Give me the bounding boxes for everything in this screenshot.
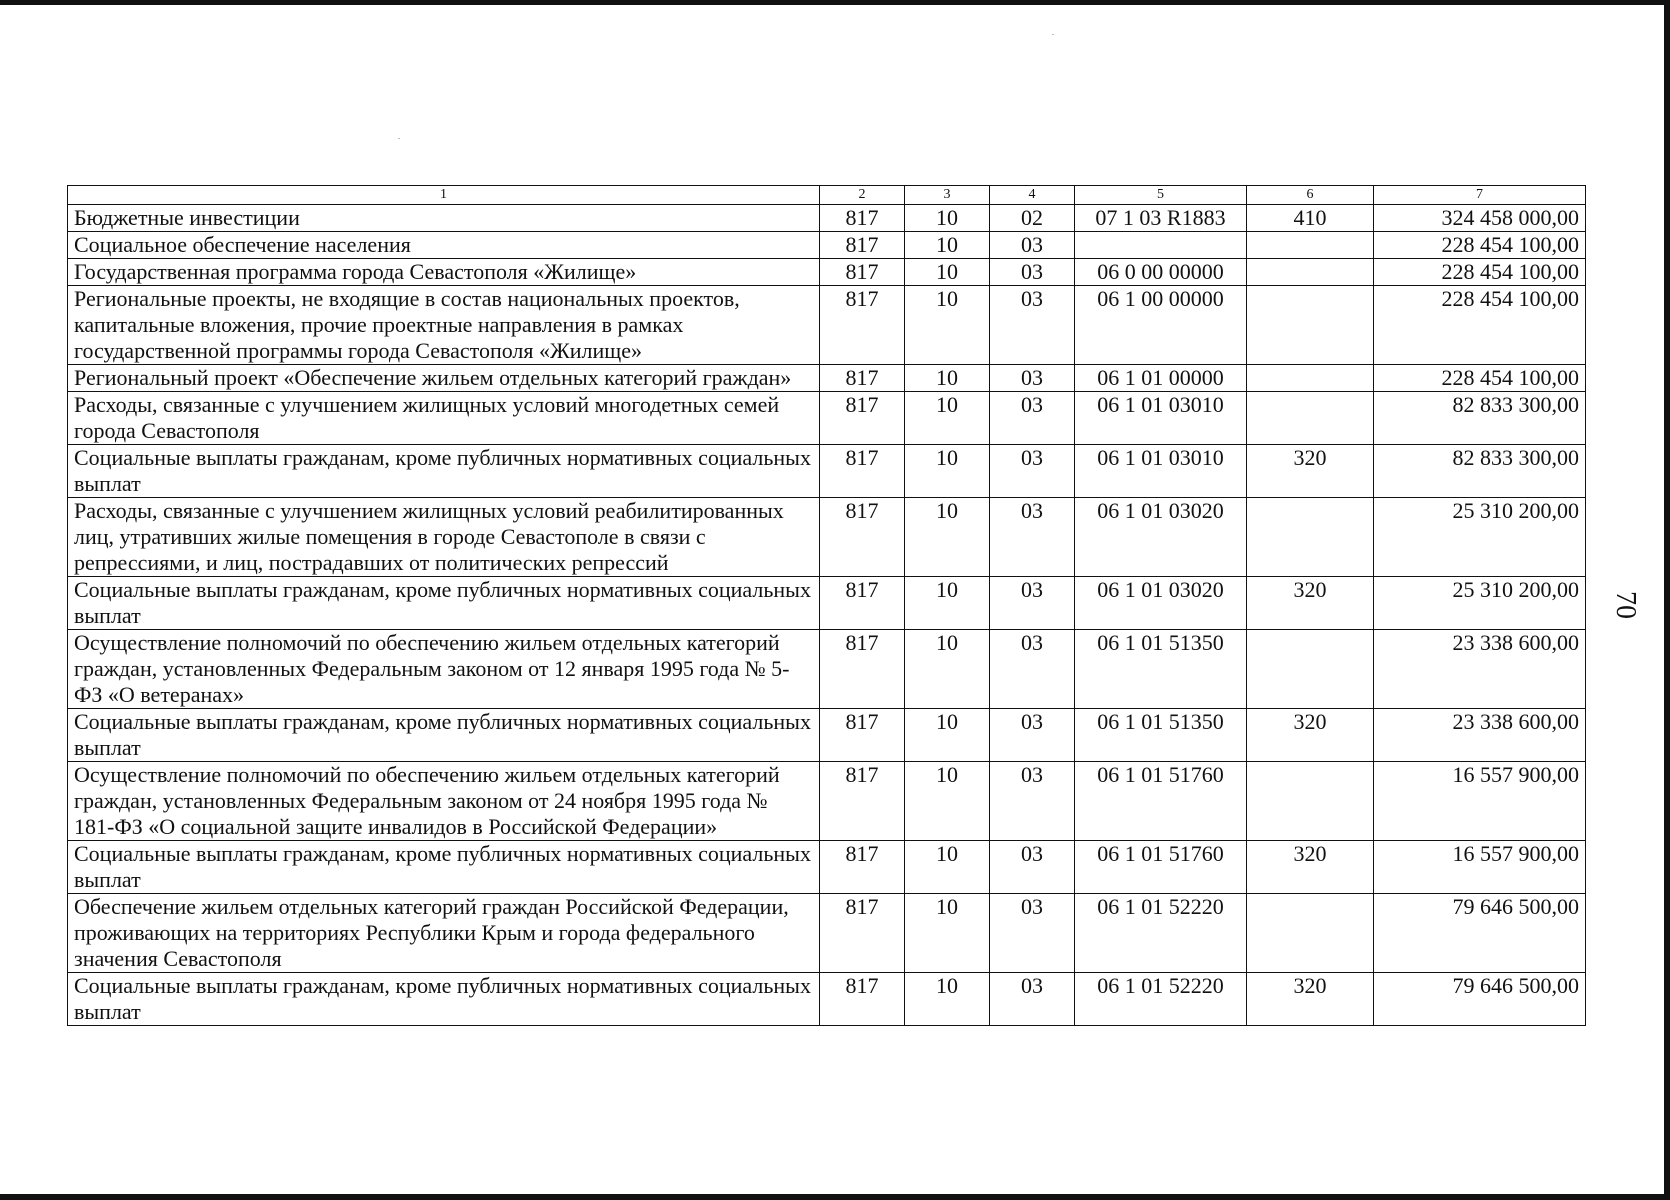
subsection-code: 03 [990, 392, 1075, 445]
subsection-code: 03 [990, 577, 1075, 630]
table-row [68, 709, 1586, 762]
ministry-code: 817 [820, 205, 905, 232]
amount: 82 833 300,00 [1374, 392, 1586, 445]
amount: 79 646 500,00 [1374, 973, 1586, 1026]
subsection-code: 03 [990, 762, 1075, 841]
expense-name: Расходы, связанные с улучшением жилищных условий многодетных семей города Севастополя [68, 392, 820, 445]
target-article-code: 06 1 01 03020 [1075, 498, 1247, 577]
subsection-code: 03 [990, 445, 1075, 498]
section-code: 10 [905, 498, 990, 577]
ministry-code: 817 [820, 762, 905, 841]
subsection-code: 03 [990, 709, 1075, 762]
expense-type-code [1247, 365, 1374, 392]
amount: 16 557 900,00 [1374, 762, 1586, 841]
table-row [68, 577, 1586, 630]
expense-type-code [1247, 762, 1374, 841]
expense-type-code: 410 [1247, 205, 1374, 232]
expense-name: Региональный проект «Обеспечение жильем отдельных категорий граждан» [68, 365, 820, 392]
column-number: 3 [905, 186, 990, 205]
expense-type-code [1247, 286, 1374, 365]
target-article-code: 06 0 00 00000 [1075, 259, 1247, 286]
ministry-code: 817 [820, 894, 905, 973]
section-code: 10 [905, 259, 990, 286]
column-number-row [68, 186, 1586, 205]
ministry-code: 817 [820, 709, 905, 762]
column-number: 1 [68, 186, 820, 205]
ministry-code: 817 [820, 286, 905, 365]
ministry-code: 817 [820, 445, 905, 498]
page-number: 70 [1610, 591, 1641, 619]
column-number: 7 [1374, 186, 1586, 205]
expense-name: Бюджетные инвестиции [68, 205, 820, 232]
scan-border-top [0, 0, 1670, 5]
subsection-code: 03 [990, 232, 1075, 259]
target-article-code: 06 1 01 03020 [1075, 577, 1247, 630]
subsection-code: 02 [990, 205, 1075, 232]
column-number: 6 [1247, 186, 1374, 205]
table-row [68, 205, 1586, 232]
expense-name: Социальные выплаты гражданам, кроме публичных нормативных социальных выплат [68, 445, 820, 498]
scan-speck [398, 138, 400, 139]
amount: 16 557 900,00 [1374, 841, 1586, 894]
scan-speck [1052, 34, 1054, 35]
expense-name: Социальное обеспечение населения [68, 232, 820, 259]
target-article-code: 06 1 01 51760 [1075, 762, 1247, 841]
table-row [68, 445, 1586, 498]
table-row [68, 498, 1586, 577]
ministry-code: 817 [820, 365, 905, 392]
column-number: 4 [990, 186, 1075, 205]
expense-type-code [1247, 232, 1374, 259]
section-code: 10 [905, 894, 990, 973]
target-article-code: 06 1 01 00000 [1075, 365, 1247, 392]
expense-name: Обеспечение жильем отдельных категорий граждан Российской Федерации, проживающих на территориях Республики Крым и города федерального значения Севастополя [68, 894, 820, 973]
section-code: 10 [905, 841, 990, 894]
section-code: 10 [905, 286, 990, 365]
amount: 23 338 600,00 [1374, 630, 1586, 709]
table-row [68, 259, 1586, 286]
ministry-code: 817 [820, 498, 905, 577]
target-article-code [1075, 232, 1247, 259]
column-number: 5 [1075, 186, 1247, 205]
target-article-code: 07 1 03 R1883 [1075, 205, 1247, 232]
budget-table [67, 185, 1586, 1026]
ministry-code: 817 [820, 973, 905, 1026]
amount: 23 338 600,00 [1374, 709, 1586, 762]
subsection-code: 03 [990, 630, 1075, 709]
subsection-code: 03 [990, 365, 1075, 392]
section-code: 10 [905, 709, 990, 762]
expense-type-code [1247, 894, 1374, 973]
target-article-code: 06 1 01 03010 [1075, 445, 1247, 498]
target-article-code: 06 1 01 52220 [1075, 894, 1247, 973]
table-row [68, 762, 1586, 841]
ministry-code: 817 [820, 841, 905, 894]
table-row [68, 392, 1586, 445]
amount: 324 458 000,00 [1374, 205, 1586, 232]
section-code: 10 [905, 445, 990, 498]
table-row [68, 232, 1586, 259]
ministry-code: 817 [820, 392, 905, 445]
table-row [68, 365, 1586, 392]
amount: 25 310 200,00 [1374, 577, 1586, 630]
subsection-code: 03 [990, 498, 1075, 577]
subsection-code: 03 [990, 259, 1075, 286]
section-code: 10 [905, 577, 990, 630]
table-row [68, 894, 1586, 973]
section-code: 10 [905, 232, 990, 259]
amount: 228 454 100,00 [1374, 286, 1586, 365]
target-article-code: 06 1 01 51350 [1075, 709, 1247, 762]
expense-type-code: 320 [1247, 445, 1374, 498]
expense-type-code [1247, 498, 1374, 577]
section-code: 10 [905, 630, 990, 709]
amount: 25 310 200,00 [1374, 498, 1586, 577]
expense-type-code [1247, 392, 1374, 445]
target-article-code: 06 1 01 51760 [1075, 841, 1247, 894]
section-code: 10 [905, 392, 990, 445]
ministry-code: 817 [820, 577, 905, 630]
subsection-code: 03 [990, 973, 1075, 1026]
ministry-code: 817 [820, 259, 905, 286]
section-code: 10 [905, 762, 990, 841]
table-row [68, 286, 1586, 365]
expense-type-code: 320 [1247, 709, 1374, 762]
expense-name: Региональные проекты, не входящие в состав национальных проектов, капитальные вложения, прочие проектные направления в рамках государственной программы города Севастополя «Жилище» [68, 286, 820, 365]
table-row [68, 841, 1586, 894]
expense-name: Расходы, связанные с улучшением жилищных условий реабилитированных лиц, утративших жилые помещения в городе Севастополе в связи с репрессиями, и лиц, пострадавших от политических репрессий [68, 498, 820, 577]
expense-name: Социальные выплаты гражданам, кроме публичных нормативных социальных выплат [68, 709, 820, 762]
scan-border-bottom [0, 1194, 1670, 1200]
amount: 228 454 100,00 [1374, 232, 1586, 259]
table-row [68, 973, 1586, 1026]
expense-type-code: 320 [1247, 841, 1374, 894]
section-code: 10 [905, 205, 990, 232]
column-number: 2 [820, 186, 905, 205]
section-code: 10 [905, 365, 990, 392]
expense-name: Осуществление полномочий по обеспечению жильем отдельных категорий граждан, установленных Федеральным законом от 12 января 1995 года № 5-ФЗ «О ветеранах» [68, 630, 820, 709]
target-article-code: 06 1 01 51350 [1075, 630, 1247, 709]
table-body [68, 205, 1586, 1026]
target-article-code: 06 1 01 03010 [1075, 392, 1247, 445]
expense-name: Государственная программа города Севастополя «Жилище» [68, 259, 820, 286]
ministry-code: 817 [820, 232, 905, 259]
amount: 228 454 100,00 [1374, 365, 1586, 392]
expense-type-code [1247, 630, 1374, 709]
target-article-code: 06 1 01 52220 [1075, 973, 1247, 1026]
expense-name: Социальные выплаты гражданам, кроме публичных нормативных социальных выплат [68, 973, 820, 1026]
ministry-code: 817 [820, 630, 905, 709]
table-row [68, 630, 1586, 709]
subsection-code: 03 [990, 894, 1075, 973]
expense-type-code [1247, 259, 1374, 286]
amount: 82 833 300,00 [1374, 445, 1586, 498]
expense-name: Социальные выплаты гражданам, кроме публичных нормативных социальных выплат [68, 841, 820, 894]
expense-type-code: 320 [1247, 577, 1374, 630]
scan-border-right [1664, 0, 1670, 1200]
target-article-code: 06 1 00 00000 [1075, 286, 1247, 365]
amount: 79 646 500,00 [1374, 894, 1586, 973]
subsection-code: 03 [990, 286, 1075, 365]
expense-name: Социальные выплаты гражданам, кроме публичных нормативных социальных выплат [68, 577, 820, 630]
expense-name: Осуществление полномочий по обеспечению жильем отдельных категорий граждан, установленных Федеральным законом от 24 ноября 1995 года № 181-ФЗ «О социальной защите инвалидов в Российской Федерации» [68, 762, 820, 841]
amount: 228 454 100,00 [1374, 259, 1586, 286]
expense-type-code: 320 [1247, 973, 1374, 1026]
section-code: 10 [905, 973, 990, 1026]
subsection-code: 03 [990, 841, 1075, 894]
